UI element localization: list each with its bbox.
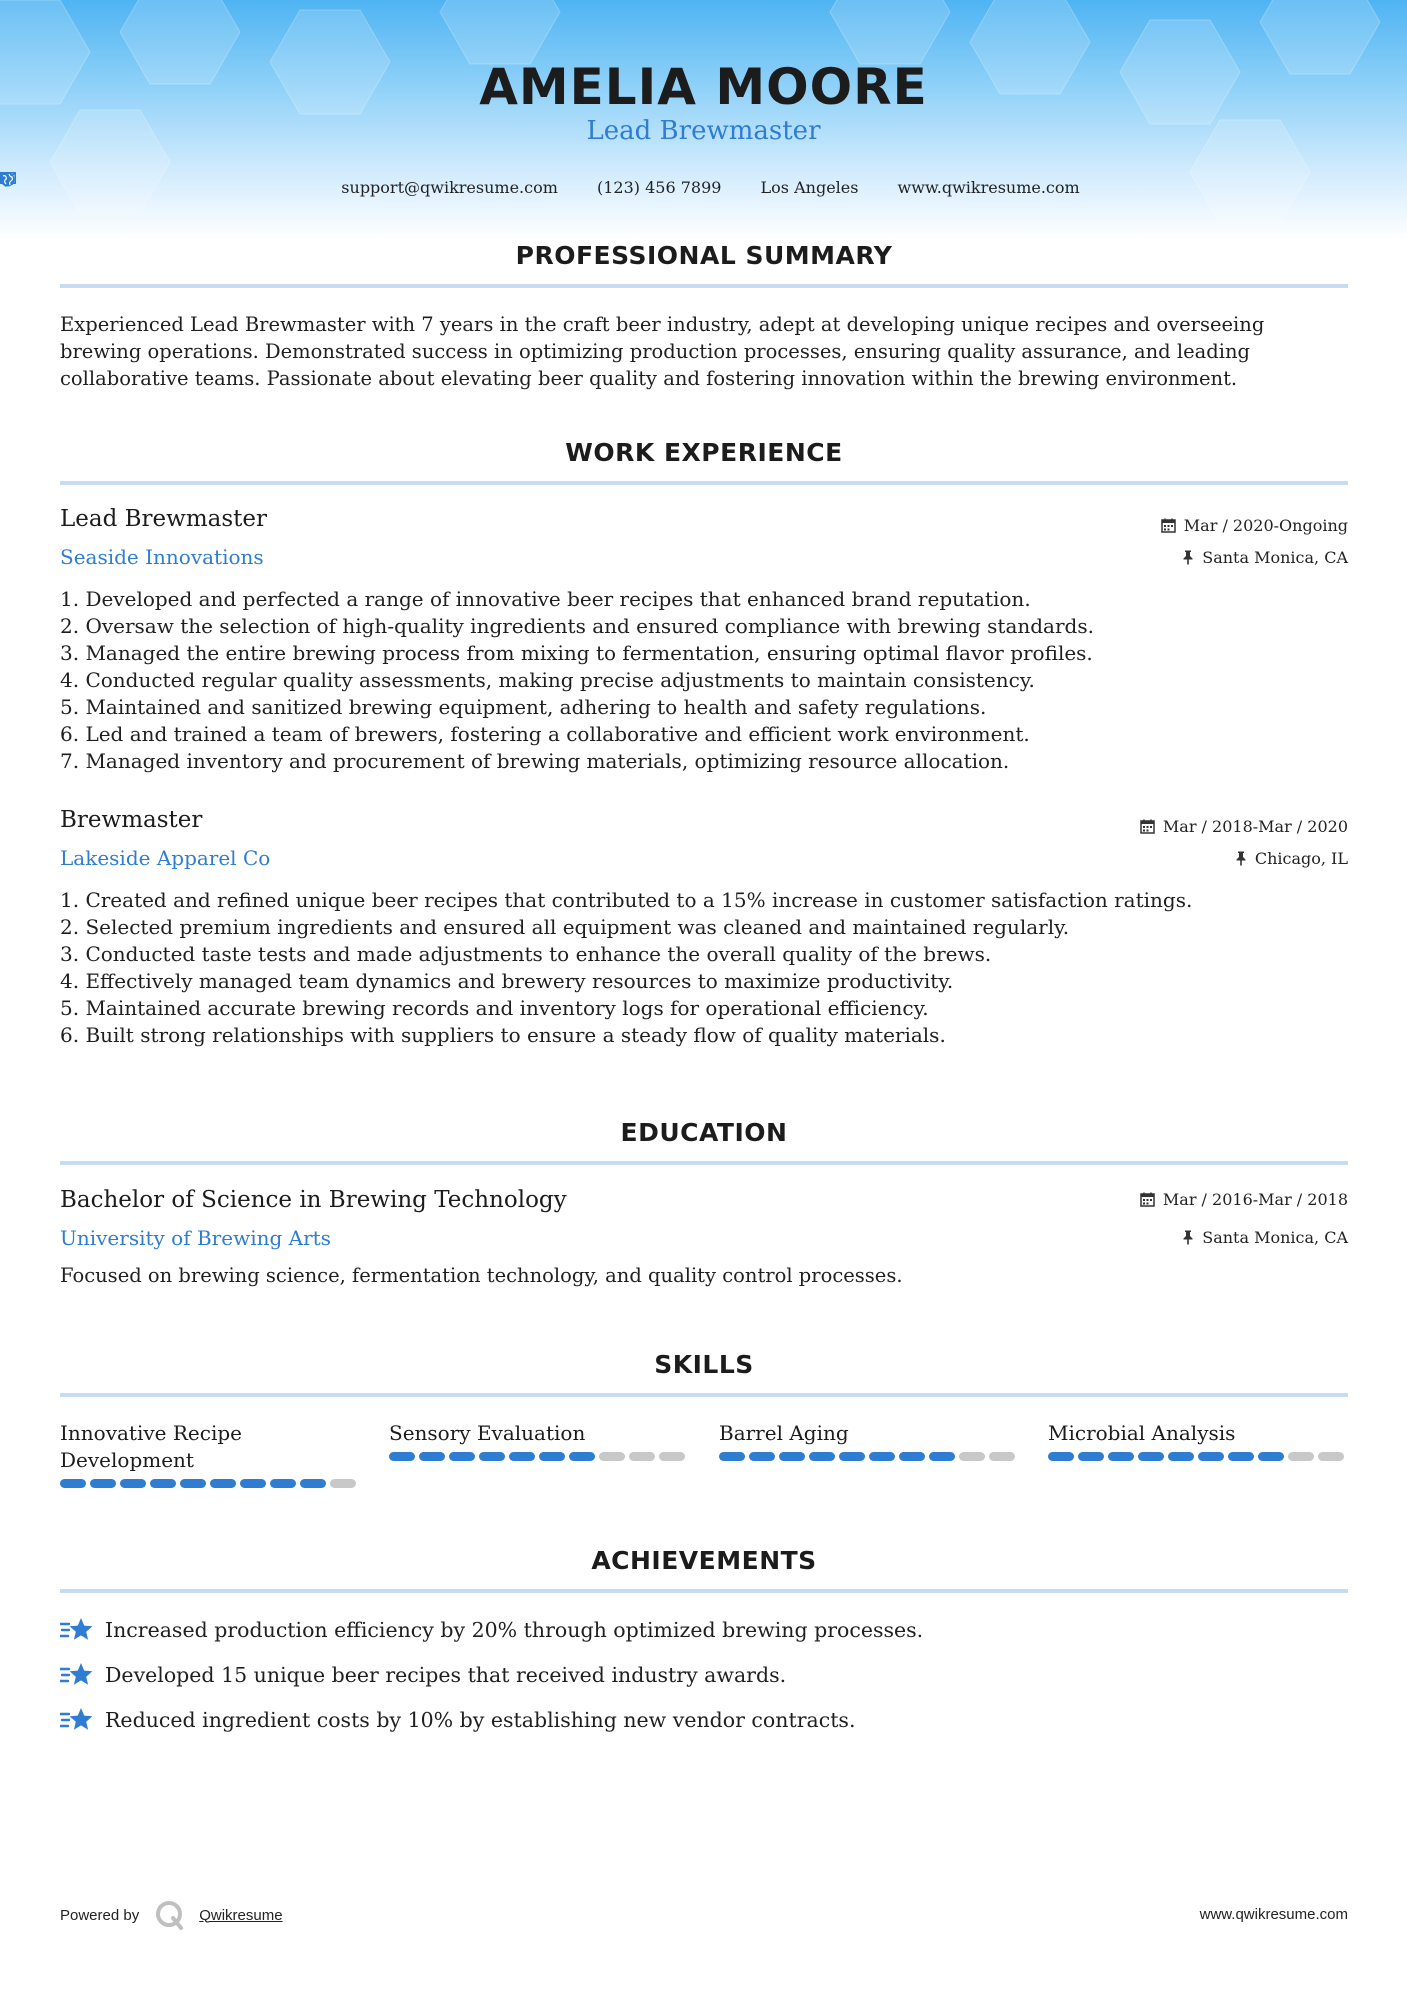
skill-dot-filled xyxy=(509,1452,535,1461)
list-item: 4. Conducted regular quality assessments, making precise adjustments to maintain consistency. xyxy=(60,668,1035,692)
skill-item xyxy=(719,1420,1019,1461)
skill-dot-empty xyxy=(959,1452,985,1461)
skill-dot-filled xyxy=(389,1452,415,1461)
achievement-item xyxy=(60,1706,855,1734)
skill-name: Innovative Recipe Development xyxy=(60,1421,242,1472)
calendar-icon xyxy=(1140,819,1155,834)
job-dates-text: Mar / 2020-Ongoing xyxy=(1183,516,1348,535)
skill-dot-empty xyxy=(599,1452,625,1461)
skill-dot-filled xyxy=(1228,1452,1254,1461)
contact-website[interactable] xyxy=(884,178,1080,197)
skill-dot-filled xyxy=(1258,1452,1284,1461)
job-location xyxy=(1235,849,1348,868)
achievement-text: Developed 15 unique beer recipes that received industry awards. xyxy=(105,1663,787,1687)
skill-dot-filled xyxy=(300,1479,326,1488)
contact-email-text: support@qwikresume.com xyxy=(341,177,558,197)
pushpin-icon xyxy=(1182,1230,1194,1245)
skill-dot-filled xyxy=(749,1452,775,1461)
section-divider xyxy=(60,481,1348,485)
education-dates xyxy=(1140,1190,1348,1209)
job-dates xyxy=(1140,817,1348,836)
skill-dot-filled xyxy=(869,1452,895,1461)
header-banner xyxy=(0,0,1407,240)
education-location xyxy=(1182,1228,1348,1247)
pushpin-icon xyxy=(1235,851,1247,866)
skill-item xyxy=(60,1420,360,1488)
degree-title: Bachelor of Science in Brewing Technology xyxy=(60,1187,567,1213)
job-title: Lead Brewmaster xyxy=(60,506,267,532)
achievement-text: Increased production efficiency by 20% through optimized brewing processes. xyxy=(105,1618,924,1642)
list-item: 4. Effectively managed team dynamics and brewery resources to maximize productivity. xyxy=(60,969,954,993)
education-location-text: Santa Monica, CA xyxy=(1202,1228,1348,1247)
skill-dot-empty xyxy=(330,1479,356,1488)
skill-dot-filled xyxy=(449,1452,475,1461)
calendar-icon xyxy=(1140,1192,1155,1207)
footer-website-link[interactable]: www.qwikresume.com xyxy=(1199,1906,1348,1923)
list-item: 7. Managed inventory and procurement of brewing materials, optimizing resource allocation. xyxy=(60,749,1010,773)
summary-text: Experienced Lead Brewmaster with 7 years in the craft beer industry, adept at developing unique recipes and overseeing brewing operations. Demonstrated success in optimizing production processes, ensuring quality assurance, and leading collaborative teams. Passionate about elevating beer quality and fostering innovation within the brewing environment. xyxy=(60,313,1265,390)
job-responsibilities xyxy=(60,887,1350,1049)
list-item: 6. Led and trained a team of brewers, fostering a collaborative and efficient work environment. xyxy=(60,722,1030,746)
list-item: 2. Selected premium ingredients and ensured all equipment was cleaned and maintained regularly. xyxy=(60,915,1070,939)
education-heading: EDUCATION xyxy=(620,1118,788,1147)
footer-powered-by xyxy=(60,1900,283,1930)
skill-dot-filled xyxy=(929,1452,955,1461)
experience-heading: WORK EXPERIENCE xyxy=(565,438,843,467)
shooting-star-icon xyxy=(60,1616,94,1644)
summary-heading: PROFESSIONAL SUMMARY xyxy=(515,241,893,270)
skill-dot-filled xyxy=(419,1452,445,1461)
skill-dot-empty xyxy=(1288,1452,1314,1461)
skill-dot-empty xyxy=(659,1452,685,1461)
skill-dot-filled xyxy=(240,1479,266,1488)
skill-item xyxy=(1048,1420,1348,1461)
skill-name: Microbial Analysis xyxy=(1048,1421,1236,1445)
candidate-name: AMELIA MOORE xyxy=(479,58,928,116)
candidate-title: Lead Brewmaster xyxy=(586,116,821,146)
contact-location xyxy=(747,178,859,197)
skill-item xyxy=(389,1420,689,1461)
skill-dot-filled xyxy=(719,1452,745,1461)
education-description: Focused on brewing science, fermentation technology, and quality control processes. xyxy=(60,1264,903,1287)
shooting-star-icon xyxy=(60,1661,94,1689)
skill-dot-filled xyxy=(1078,1452,1104,1461)
achievements-heading: ACHIEVEMENTS xyxy=(591,1546,817,1575)
job-title: Brewmaster xyxy=(60,807,203,833)
skill-dot-empty xyxy=(1318,1452,1344,1461)
skill-dot-filled xyxy=(839,1452,865,1461)
list-item: 1. Created and refined unique beer recipes that contributed to a 15% increase in customer satisfaction ratings. xyxy=(60,888,1193,912)
calendar-icon xyxy=(1161,518,1176,533)
achievement-item xyxy=(60,1661,786,1689)
skill-name: Barrel Aging xyxy=(719,1421,849,1445)
skill-dot-filled xyxy=(180,1479,206,1488)
contact-location-text: Los Angeles xyxy=(760,177,859,197)
qwikresume-logo-icon xyxy=(155,1900,185,1930)
list-item: 5. Maintained and sanitized brewing equipment, adhering to health and safety regulations. xyxy=(60,695,987,719)
skill-dot-filled xyxy=(899,1452,925,1461)
section-divider xyxy=(60,1589,1348,1593)
contact-phone-text: (123) 456 7899 xyxy=(596,177,722,197)
achievement-text: Reduced ingredient costs by 10% by establishing new vendor contracts. xyxy=(105,1708,856,1732)
achievement-item xyxy=(60,1616,923,1644)
skill-dot-filled xyxy=(1168,1452,1194,1461)
contact-email[interactable] xyxy=(327,178,558,197)
list-item: 2. Oversaw the selection of high-quality ingredients and ensured compliance with brewing standards. xyxy=(60,614,1094,638)
skill-name: Sensory Evaluation xyxy=(389,1421,586,1445)
skill-dot-filled xyxy=(1108,1452,1134,1461)
list-item: 3. Managed the entire brewing process from mixing to fermentation, ensuring optimal flavor profiles. xyxy=(60,641,1093,665)
job-responsibilities xyxy=(60,586,1350,775)
skill-dot-filled xyxy=(210,1479,236,1488)
powered-by-label: Powered by xyxy=(60,1906,140,1924)
skill-dot-filled xyxy=(150,1479,176,1488)
skill-dot-empty xyxy=(629,1452,655,1461)
qwikresume-link[interactable]: Qwikresume xyxy=(199,1906,283,1924)
list-item: 1. Developed and perfected a range of innovative beer recipes that enhanced brand reputation. xyxy=(60,587,1031,611)
section-divider xyxy=(60,1161,1348,1165)
list-item: 3. Conducted taste tests and made adjustments to enhance the overall quality of the brews. xyxy=(60,942,992,966)
skill-level-bar xyxy=(719,1452,1019,1461)
skill-dot-filled xyxy=(479,1452,505,1461)
skill-dot-filled xyxy=(779,1452,805,1461)
job-dates-text: Mar / 2018-Mar / 2020 xyxy=(1162,817,1348,836)
job-location-text: Santa Monica, CA xyxy=(1202,548,1348,567)
list-item: 5. Maintained accurate brewing records and inventory logs for operational efficiency. xyxy=(60,996,929,1020)
job-dates xyxy=(1161,516,1348,535)
company-name: Seaside Innovations xyxy=(60,545,264,569)
skill-dot-filled xyxy=(270,1479,296,1488)
job-location xyxy=(1182,548,1348,567)
section-divider xyxy=(60,284,1348,288)
skill-level-bar xyxy=(389,1452,689,1461)
education-dates-text: Mar / 2016-Mar / 2018 xyxy=(1162,1190,1348,1209)
list-item: 6. Built strong relationships with suppliers to ensure a steady flow of quality materials. xyxy=(60,1023,946,1047)
school-name: University of Brewing Arts xyxy=(60,1226,331,1250)
skill-dot-filled xyxy=(120,1479,146,1488)
company-name: Lakeside Apparel Co xyxy=(60,846,271,870)
skill-dot-filled xyxy=(1198,1452,1224,1461)
contact-phone[interactable] xyxy=(583,178,721,197)
section-divider xyxy=(60,1393,1348,1397)
skill-dot-filled xyxy=(539,1452,565,1461)
skill-dot-filled xyxy=(90,1479,116,1488)
skill-dot-empty xyxy=(989,1452,1015,1461)
skill-level-bar xyxy=(1048,1452,1348,1461)
job-location-text: Chicago, IL xyxy=(1254,849,1348,868)
contact-website-text: www.qwikresume.com xyxy=(897,177,1080,197)
shooting-star-icon xyxy=(60,1706,94,1734)
skill-level-bar xyxy=(60,1479,360,1488)
contact-bar xyxy=(0,172,1407,197)
skill-dot-filled xyxy=(1048,1452,1074,1461)
pushpin-icon xyxy=(1182,550,1194,565)
skill-dot-filled xyxy=(60,1479,86,1488)
skill-dot-filled xyxy=(809,1452,835,1461)
skill-dot-filled xyxy=(1138,1452,1164,1461)
skills-heading: SKILLS xyxy=(654,1350,754,1379)
skill-dot-filled xyxy=(569,1452,595,1461)
